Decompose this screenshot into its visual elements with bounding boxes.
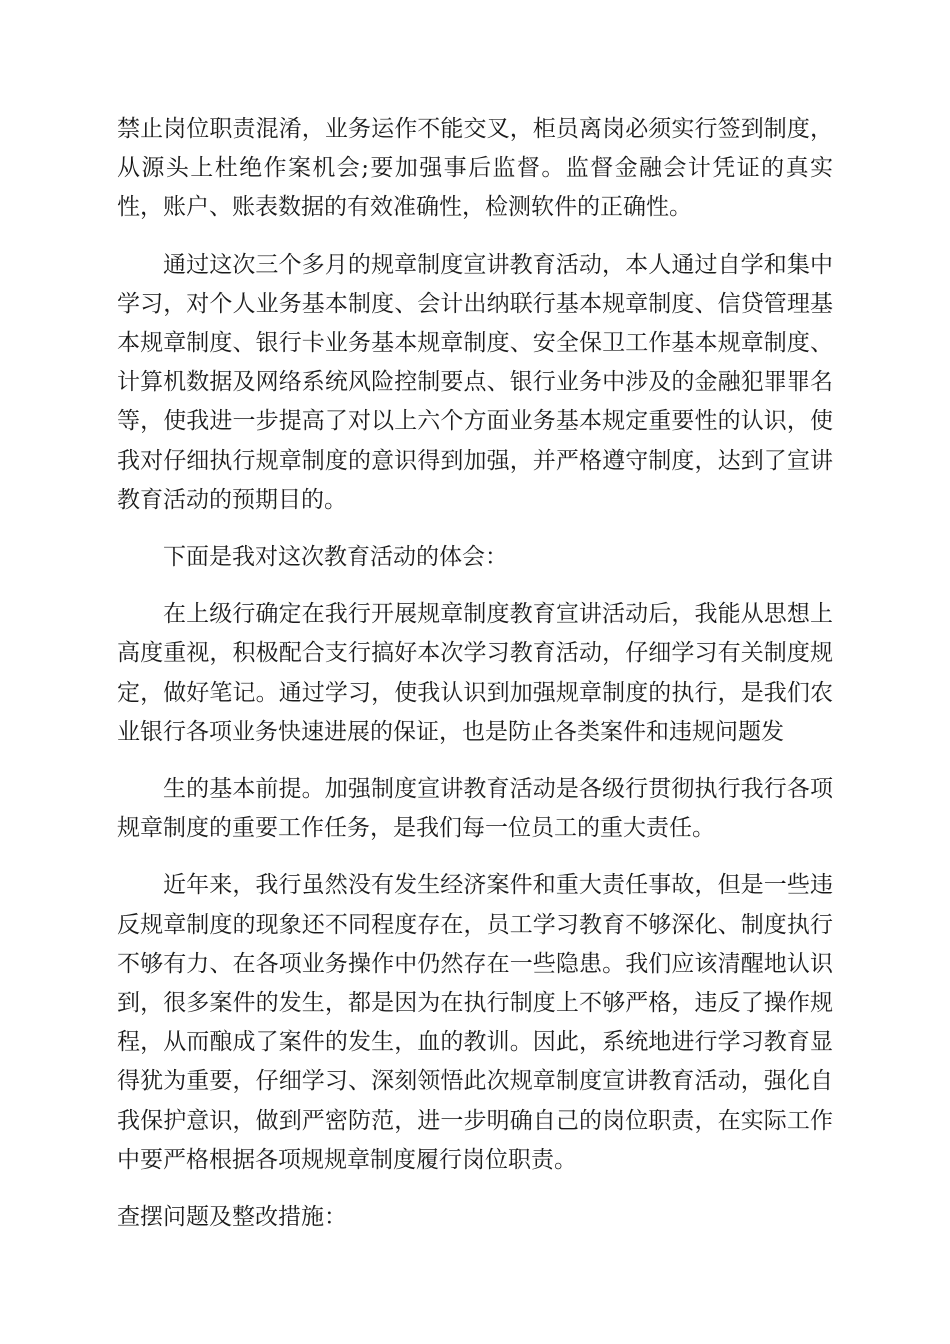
paragraph-importance: 在上级行确定在我行开展规章制度教育宣讲活动后，我能从思想上高度重视，积极配合支行搞好本次学习教育活动，仔细学习有关制度规定，做好笔记。通过学习，使我认识到加强规章制度的执行，是我们农业银行各项业务快速进展的保证，也是防止各类案件和违规问题发 [117, 601, 833, 745]
paragraph-premise: 生的基本前提。加强制度宣讲教育活动是各级行贯彻执行我行各项规章制度的重要工作任务，是我们每一位员工的重大责任。 [117, 776, 833, 842]
paragraph-continuation: 禁止岗位职责混淆，业务运作不能交叉，柜员离岗必须实行签到制度，从源头上杜绝作案机会;要加强事后监督。监督金融会计凭证的真实性，账户、账表数据的有效准确性，检测软件的正确性。 [117, 116, 833, 221]
section-heading-problems: 查摆问题及整改措施： [117, 1204, 347, 1231]
paragraph-recent-years: 近年来，我行虽然没有发生经济案件和重大责任事故，但是一些违反规章制度的现象还不同程度存在，员工学习教育不够深化、制度执行不够有力、在各项业务操作中仍然存在一些隐患。我们应该清醒地认识到，很多案件的发生，都是因为在执行制度上不够严格，违反了操作规程，从而酿成了案件的发生，血的教训。因此，系统地进行学习教育显得犹为重要，仔细学习、深刻领悟此次规章制度宣讲教育活动，强化自我保护意识，做到严密防范，进一步明确自己的岗位职责，在实际工作中要严格根据各项规规章制度履行岗位职责。 [117, 872, 833, 1173]
document-body [117, 110, 833, 1237]
paragraph-experience-intro: 下面是我对这次教育活动的体会： [163, 544, 508, 571]
paragraph-study-summary: 通过这次三个多月的规章制度宣讲教育活动，本人通过自学和集中学习，对个人业务基本制度、会计出纳联行基本规章制度、信贷管理基本规章制度、银行卡业务基本规章制度、安全保卫工作基本规章制度、计算机数据及网络系统风险控制要点、银行业务中涉及的金融犯罪罪名等，使我进一步提高了对以上六个方面业务基本规定重要性的认识，使我对仔细执行规章制度的意识得到加强，并严格遵守制度，达到了宣讲教育活动的预期目的。 [117, 251, 833, 513]
